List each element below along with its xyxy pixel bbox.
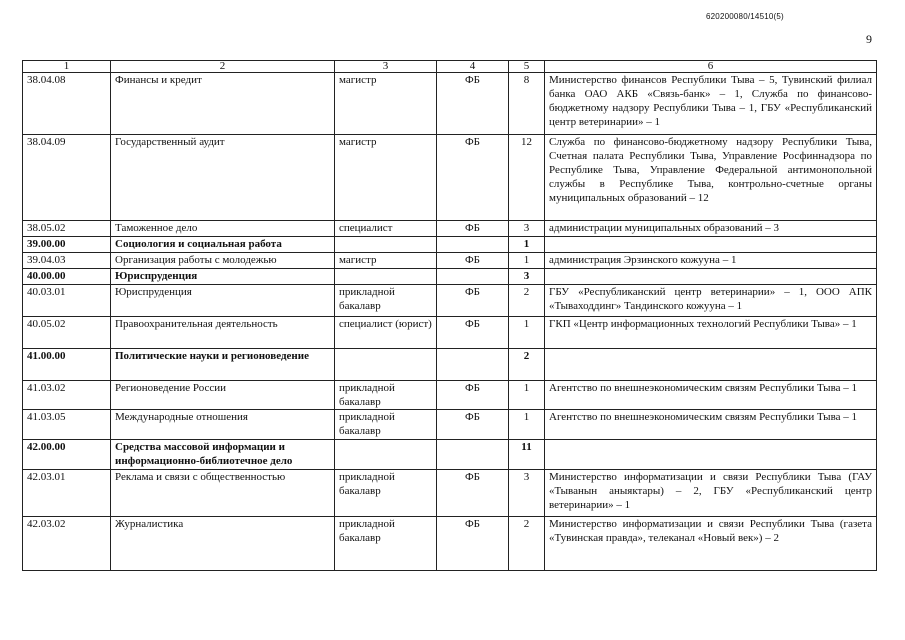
table-row <box>23 410 877 440</box>
column-header: 1 <box>23 61 111 73</box>
level-cell: прикладной бакалавр <box>335 285 437 317</box>
funding-cell: ФБ <box>437 135 509 221</box>
section-row <box>23 237 877 253</box>
funding-cell: ФБ <box>437 381 509 410</box>
table-row <box>23 517 877 571</box>
level-cell <box>335 269 437 285</box>
count-cell: 8 <box>509 73 545 135</box>
count-cell: 2 <box>509 285 545 317</box>
code-cell: 41.03.05 <box>23 410 111 440</box>
name-cell: Реклама и связи с общественностью <box>111 470 335 517</box>
column-header: 3 <box>335 61 437 73</box>
code-cell: 38.04.08 <box>23 73 111 135</box>
count-cell: 1 <box>509 410 545 440</box>
funding-cell: ФБ <box>437 285 509 317</box>
details-cell: Министерство информатизации и связи Республики Тыва (ГАУ «Тыванын аныяктары) – 2, ГБУ «Республиканский центр ветеринарии» – 1 <box>545 470 877 517</box>
code-cell: 41.00.00 <box>23 349 111 381</box>
name-cell: Государственный аудит <box>111 135 335 221</box>
level-cell: прикладной бакалавр <box>335 470 437 517</box>
table-row <box>23 381 877 410</box>
count-cell: 2 <box>509 517 545 571</box>
name-cell: Организация работы с молодежью <box>111 253 335 269</box>
count-cell: 1 <box>509 253 545 269</box>
name-cell: Правоохранительная деятельность <box>111 317 335 349</box>
document-number: 620200080/14510(5) <box>706 12 784 21</box>
funding-cell <box>437 349 509 381</box>
code-cell: 40.03.01 <box>23 285 111 317</box>
section-row <box>23 269 877 285</box>
table-row <box>23 285 877 317</box>
code-cell: 42.00.00 <box>23 440 111 470</box>
details-cell: ГБУ «Республиканский центр ветеринарии» – 1, ООО АПК «Тываходдинг» Тандинского кожууна – 1 <box>545 285 877 317</box>
funding-cell: ФБ <box>437 317 509 349</box>
name-cell: Юриспруденция <box>111 269 335 285</box>
count-cell: 1 <box>509 381 545 410</box>
code-cell: 42.03.02 <box>23 517 111 571</box>
details-cell: ГКП «Центр информационных технологий Республики Тыва» – 1 <box>545 317 877 349</box>
table-row <box>23 135 877 221</box>
name-cell: Регионоведение России <box>111 381 335 410</box>
count-cell: 3 <box>509 221 545 237</box>
count-cell: 3 <box>509 470 545 517</box>
column-header: 4 <box>437 61 509 73</box>
details-cell <box>545 237 877 253</box>
code-cell: 39.04.03 <box>23 253 111 269</box>
level-cell: магистр <box>335 73 437 135</box>
count-cell: 2 <box>509 349 545 381</box>
funding-cell <box>437 237 509 253</box>
name-cell: Финансы и кредит <box>111 73 335 135</box>
code-cell: 38.05.02 <box>23 221 111 237</box>
level-cell: специалист (юрист) <box>335 317 437 349</box>
table-row <box>23 470 877 517</box>
code-cell: 39.00.00 <box>23 237 111 253</box>
count-cell: 12 <box>509 135 545 221</box>
details-cell: Министерство финансов Республики Тыва – 5, Тувинский филиал банка ОАО АКБ «Связь-банк» – 1, Служба по финансово-бюджетному надзору Республики Тыва – 1, ГБУ «Республиканский центр ветеринарии» – 1 <box>545 73 877 135</box>
count-cell: 3 <box>509 269 545 285</box>
code-cell: 38.04.09 <box>23 135 111 221</box>
level-cell: прикладной бакалавр <box>335 381 437 410</box>
name-cell: Средства массовой информации и информационно-библиотечное дело <box>111 440 335 470</box>
name-cell: Таможенное дело <box>111 221 335 237</box>
details-cell: Служба по финансово-бюджетному надзору Республики Тыва, Счетная палата Республики Тыва, Управление Росфиннадзора по Республике Тыва, Управление Федеральной антимонопольной службы в Республике Тыва, контрольно-счетные органы муниципальных образований – 12 <box>545 135 877 221</box>
details-cell <box>545 440 877 470</box>
funding-cell: ФБ <box>437 221 509 237</box>
page-number: 9 <box>866 32 872 46</box>
level-cell: прикладной бакалавр <box>335 410 437 440</box>
section-row <box>23 349 877 381</box>
funding-cell: ФБ <box>437 73 509 135</box>
count-cell: 11 <box>509 440 545 470</box>
details-cell: Министерство информатизации и связи Республики Тыва (газета «Тувинская правда», телеканал «Новый век») – 2 <box>545 517 877 571</box>
details-cell <box>545 269 877 285</box>
name-cell: Политические науки и регионоведение <box>111 349 335 381</box>
column-header: 5 <box>509 61 545 73</box>
code-cell: 40.00.00 <box>23 269 111 285</box>
name-cell: Журналистика <box>111 517 335 571</box>
count-cell: 1 <box>509 237 545 253</box>
details-cell <box>545 349 877 381</box>
count-cell: 1 <box>509 317 545 349</box>
details-cell: администрация Эрзинского кожууна – 1 <box>545 253 877 269</box>
column-number-row <box>23 61 877 73</box>
details-cell: администрации муниципальных образований – 3 <box>545 221 877 237</box>
level-cell <box>335 349 437 381</box>
details-cell: Агентство по внешнеэкономическим связям Республики Тыва – 1 <box>545 381 877 410</box>
level-cell: прикладной бакалавр <box>335 517 437 571</box>
name-cell: Международные отношения <box>111 410 335 440</box>
table-row <box>23 221 877 237</box>
level-cell: магистр <box>335 135 437 221</box>
funding-cell: ФБ <box>437 517 509 571</box>
level-cell <box>335 237 437 253</box>
table-row <box>23 253 877 269</box>
table-row <box>23 317 877 349</box>
level-cell <box>335 440 437 470</box>
column-header: 6 <box>545 61 877 73</box>
funding-cell: ФБ <box>437 410 509 440</box>
table-row <box>23 73 877 135</box>
column-header: 2 <box>111 61 335 73</box>
details-cell: Агентство по внешнеэкономическим связям Республики Тыва – 1 <box>545 410 877 440</box>
level-cell: специалист <box>335 221 437 237</box>
training-demand-table <box>22 60 877 571</box>
name-cell: Социология и социальная работа <box>111 237 335 253</box>
code-cell: 42.03.01 <box>23 470 111 517</box>
code-cell: 40.05.02 <box>23 317 111 349</box>
code-cell: 41.03.02 <box>23 381 111 410</box>
section-row <box>23 440 877 470</box>
funding-cell: ФБ <box>437 253 509 269</box>
funding-cell: ФБ <box>437 470 509 517</box>
table-body <box>23 73 877 571</box>
funding-cell <box>437 440 509 470</box>
name-cell: Юриспруденция <box>111 285 335 317</box>
funding-cell <box>437 269 509 285</box>
level-cell: магистр <box>335 253 437 269</box>
